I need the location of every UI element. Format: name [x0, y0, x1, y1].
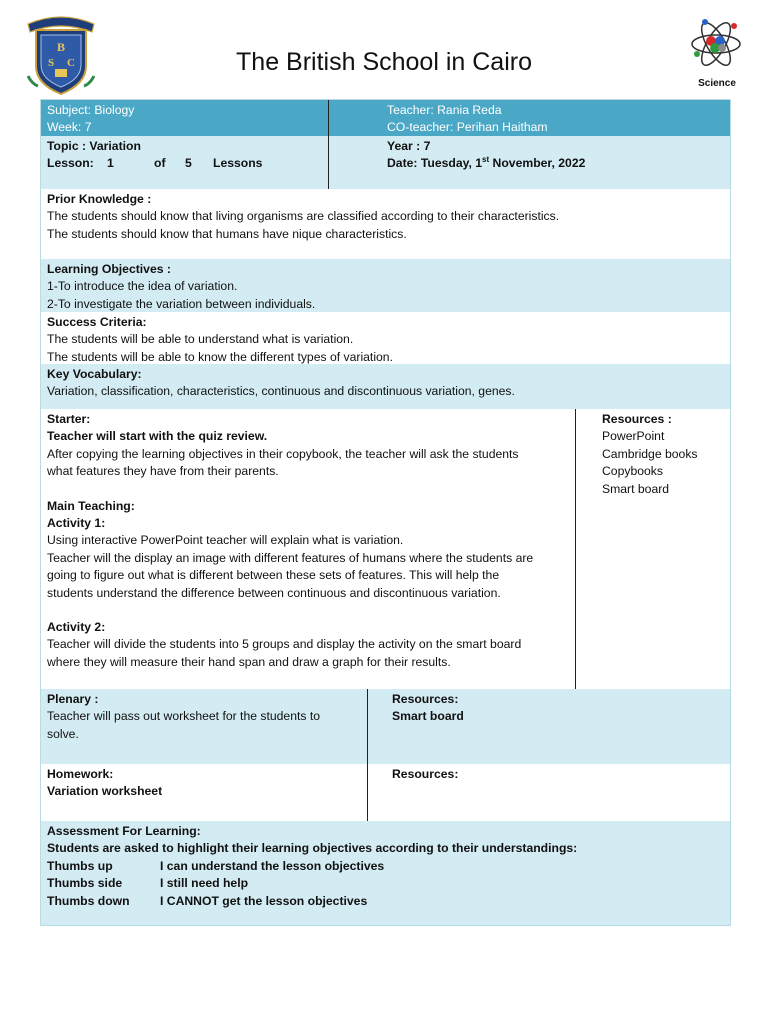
plenary-row [41, 689, 730, 764]
lesson-total: 5 [185, 156, 192, 171]
starter-heading: Starter: [47, 412, 91, 426]
lesson-date: Date: Tuesday, 1st November, 2022 [387, 155, 586, 171]
activity1-line: Using interactive PowerPoint teacher will explain what is variation. [47, 533, 404, 548]
activity2-line: Teacher will divide the students into 5 groups and display the activity on the smart board [47, 637, 522, 652]
starter-bold-line: Teacher will start with the quiz review. [47, 429, 268, 444]
starter-line: what features they have from their parents. [47, 464, 279, 479]
key-vocabulary-section [41, 364, 730, 409]
plenary-resource: Smart board [392, 709, 464, 724]
objective-item: 2-To investigate the variation between individuals. [47, 296, 316, 311]
svg-text:S: S [47, 57, 55, 69]
week: Week: 7 [47, 120, 92, 135]
prior-knowledge-heading: Prior Knowledge : [47, 192, 152, 206]
assessment-item: Thumbs down I CANNOT get the lesson objectives [47, 893, 368, 908]
co-teacher: CO-teacher: Perihan Haitham [387, 120, 548, 135]
lesson-number: 1 [107, 156, 114, 171]
objective-item: 1-To introduce the idea of variation. [47, 279, 238, 294]
assessment-section [41, 821, 730, 925]
svg-text:C: C [67, 57, 75, 69]
assessment-item: Thumbs side I still need help [47, 876, 249, 891]
success-criteria-item: The students will be able to understand what is variation. [47, 332, 354, 347]
success-criteria-item: The students will be able to know the different types of variation. [47, 349, 393, 364]
svg-text:B: B [56, 40, 66, 54]
subject: Subject: Biology [47, 103, 135, 117]
activity2-line: where they will measure their hand span and draw a graph for their results. [47, 654, 451, 669]
resource-item: Cambridge books [602, 446, 698, 461]
activity2-heading: Activity 2: [47, 620, 106, 635]
success-criteria-heading: Success Criteria: [47, 315, 147, 329]
plenary-heading: Plenary : [47, 692, 99, 706]
success-criteria-section [41, 312, 730, 364]
plenary-line: Teacher will pass out worksheet for the students to [47, 709, 321, 724]
page-title: The British School in Cairo [236, 48, 532, 76]
topic-year-row [41, 136, 730, 189]
year: Year : 7 [387, 139, 431, 153]
homework-row [41, 764, 730, 821]
plenary-line: solve. [47, 726, 79, 741]
assessment-heading: Assessment For Learning: [47, 824, 201, 838]
teacher: Teacher: Rania Reda [387, 103, 502, 117]
lesson-count [47, 155, 322, 172]
topic: Topic : Variation [47, 139, 141, 153]
resources-heading: Resources : [602, 412, 672, 426]
lessons-word: Lessons [213, 156, 263, 171]
activity1-line: Teacher will the display an image with different features of humans where the students are [47, 550, 534, 565]
starter-line: After copying the learning objectives in their copybook, the teacher will ask the students [47, 446, 519, 461]
resource-item: Copybooks [602, 464, 663, 479]
learning-objectives-section [41, 259, 730, 312]
activity1-heading: Activity 1: [47, 516, 106, 531]
prior-knowledge-line: The students should know that living organisms are classified according to their characteristics. [47, 209, 560, 224]
homework-text: Variation worksheet [47, 784, 163, 799]
key-vocabulary-heading: Key Vocabulary: [47, 367, 142, 381]
lesson-of: of [154, 156, 166, 171]
homework-heading: Homework: [47, 767, 114, 781]
lesson-body-row [41, 409, 730, 689]
key-vocabulary-text: Variation, classification, characteristics, continuous and discontinuous variation, genes. [47, 384, 515, 399]
resource-item: PowerPoint [602, 429, 665, 444]
activity1-line: going to figure out what is different between these sets of features. This will help the [47, 568, 500, 583]
plenary-resources-heading: Resources: [392, 692, 459, 706]
prior-knowledge-line: The students should know that humans have nique characteristics. [47, 226, 407, 241]
main-teaching-heading: Main Teaching: [47, 498, 135, 513]
science-label: Science [698, 78, 736, 89]
activity1-line: students understand the difference between continuous and discontinuous variation. [47, 585, 501, 600]
learning-objectives-heading: Learning Objectives : [47, 262, 171, 276]
prior-knowledge-section [41, 189, 730, 259]
assessment-item: Thumbs up I can understand the lesson objectives [47, 858, 385, 873]
lesson-plan-table [40, 99, 731, 926]
assessment-intro: Students are asked to highlight their learning objectives according to their understandings: [47, 841, 578, 856]
subject-teacher-row [41, 100, 730, 136]
lesson-label: Lesson: [47, 156, 94, 171]
homework-resources-heading: Resources: [392, 767, 459, 781]
resource-item: Smart board [602, 481, 670, 496]
